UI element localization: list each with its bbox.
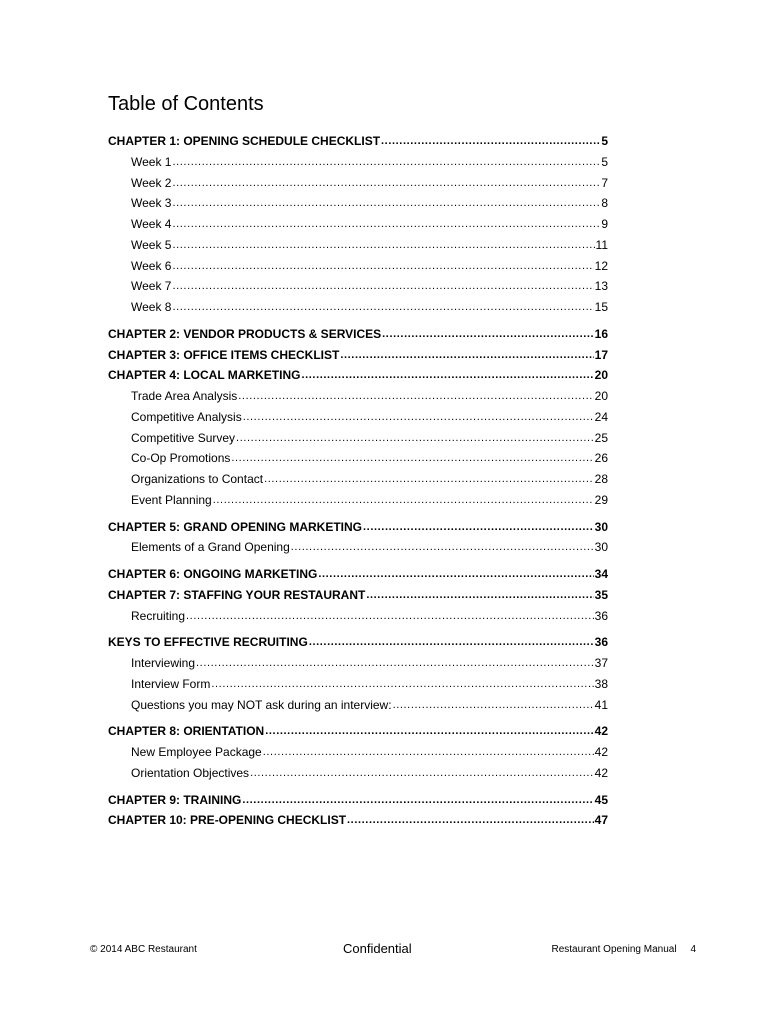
- toc-sub-entry[interactable]: [108, 407, 608, 425]
- toc-dot-leader: [186, 608, 594, 624]
- toc-entry-label: Week 7: [131, 279, 172, 294]
- toc-dot-leader: [211, 676, 593, 692]
- toc-dot-leader: [213, 492, 594, 508]
- page-footer: [90, 940, 696, 958]
- toc-dot-leader: [363, 519, 594, 535]
- toc-entry-label: CHAPTER 5: GRAND OPENING MARKETING: [108, 519, 363, 534]
- toc-dot-leader: [172, 216, 600, 232]
- toc-entry-label: CHAPTER 3: OFFICE ITEMS CHECKLIST: [108, 347, 340, 362]
- toc-sub-entry[interactable]: [108, 448, 608, 466]
- toc-dot-leader: [309, 634, 594, 650]
- toc-dot-leader: [340, 347, 593, 363]
- toc-entry-label: Week 3: [131, 196, 172, 211]
- toc-entry-page: 36: [594, 635, 608, 650]
- toc-entry-label: CHAPTER 7: STAFFING YOUR RESTAURANT: [108, 587, 366, 602]
- toc-dot-leader: [238, 388, 593, 404]
- toc-dot-leader: [250, 765, 594, 781]
- toc-entry-label: CHAPTER 6: ONGOING MARKETING: [108, 567, 318, 581]
- toc-sub-entry[interactable]: [108, 742, 608, 760]
- toc-entry-label: Trade Area Analysis: [131, 389, 238, 403]
- toc-sub-entry[interactable]: [108, 695, 608, 713]
- footer-copyright: © 2014 ABC Restaurant: [90, 944, 197, 955]
- toc-chapter-entry[interactable]: [108, 632, 608, 650]
- toc-dot-leader: [172, 299, 593, 315]
- toc-dot-leader: [172, 175, 600, 191]
- toc-sub-entry[interactable]: [108, 653, 608, 671]
- toc-sub-entry[interactable]: [108, 297, 608, 315]
- toc-dot-leader: [243, 409, 594, 425]
- toc-entry-page: 37: [594, 656, 608, 670]
- toc-entry-page: 20: [594, 368, 608, 383]
- toc-dot-leader: [393, 697, 594, 713]
- toc-entry-label: CHAPTER 2: VENDOR PRODUCTS & SERVICES: [108, 326, 382, 341]
- toc-dot-leader: [172, 258, 593, 274]
- toc-entry-label: Competitive Survey: [131, 430, 236, 445]
- toc-sub-entry[interactable]: [108, 214, 608, 232]
- toc-dot-leader: [172, 154, 600, 170]
- toc-entry-page: 42: [594, 765, 608, 780]
- toc-sub-entry[interactable]: [108, 490, 608, 508]
- toc-entry-label: Week 6: [131, 258, 172, 273]
- toc-sub-entry[interactable]: [108, 173, 608, 191]
- toc-entry-page: 9: [601, 217, 608, 231]
- toc-entry-page: 26: [594, 451, 608, 466]
- toc-entry-label: CHAPTER 9: TRAINING: [108, 792, 242, 807]
- toc-dot-leader: [318, 566, 593, 582]
- toc-dot-leader: [381, 133, 600, 149]
- toc-entry-label: Elements of a Grand Opening: [131, 540, 290, 555]
- toc-dot-leader: [172, 195, 600, 211]
- toc-entry-page: 5: [601, 134, 608, 148]
- toc-entry-label: Recruiting: [131, 608, 186, 623]
- toc-entry-page: 12: [594, 258, 608, 273]
- toc-dot-leader: [263, 744, 594, 760]
- toc-entry-page: 11: [595, 237, 608, 252]
- footer-confidential: Confidential: [343, 941, 412, 956]
- toc-entry-page: 41: [594, 697, 608, 712]
- toc-entry-page: 38: [594, 676, 608, 691]
- toc-entry-label: KEYS TO EFFECTIVE RECRUITING: [108, 635, 308, 650]
- toc-chapter-entry[interactable]: [108, 790, 608, 808]
- toc-sub-entry[interactable]: [108, 469, 608, 487]
- toc-sub-entry[interactable]: [108, 256, 608, 274]
- toc-entry-label: Week 8: [131, 300, 172, 314]
- toc-entry-page: 8: [601, 196, 608, 211]
- toc-sub-entry[interactable]: [108, 674, 608, 692]
- toc-entry-label: Orientation Objectives: [131, 765, 250, 780]
- toc-entry-label: Week 2: [131, 175, 172, 190]
- toc-entry-label: Co-Op Promotions: [131, 451, 231, 466]
- toc-entry-page: 25: [594, 430, 608, 445]
- toc-chapter-entry[interactable]: [108, 517, 608, 535]
- toc-sub-entry[interactable]: [108, 428, 608, 446]
- toc-entry-label: Week 5: [131, 237, 172, 252]
- toc-entry-page: 28: [594, 472, 608, 486]
- toc-chapter-entry[interactable]: [108, 564, 608, 582]
- toc-entry-page: 30: [594, 519, 608, 534]
- toc-dot-leader: [172, 237, 594, 253]
- toc-entry-page: 5: [601, 154, 608, 169]
- toc-sub-entry[interactable]: [108, 537, 608, 555]
- toc-entry-label: Week 1: [131, 154, 172, 169]
- toc-dot-leader: [196, 655, 594, 671]
- footer-manual-page: Restaurant Opening Manual 4: [551, 944, 696, 955]
- toc-dot-leader: [291, 539, 594, 555]
- toc-entry-page: 13: [594, 279, 608, 294]
- toc-chapter-entry[interactable]: [108, 365, 608, 383]
- toc-entry-page: 16: [594, 326, 608, 341]
- toc-dot-leader: [236, 430, 594, 446]
- toc-entry-label: Interviewing: [131, 656, 196, 670]
- toc-dot-leader: [231, 450, 593, 466]
- page-title: Table of Contents: [108, 93, 264, 115]
- toc-chapter-entry[interactable]: [108, 345, 608, 363]
- toc-dot-leader: [301, 367, 593, 383]
- toc-entry-label: Competitive Analysis: [131, 409, 242, 424]
- toc-dot-leader: [382, 326, 593, 342]
- toc-entry-label: Week 4: [131, 217, 172, 231]
- toc-entry-page: 20: [594, 389, 608, 403]
- toc-entry-page: 42: [594, 745, 608, 759]
- toc-sub-entry[interactable]: [108, 276, 608, 294]
- toc-chapter-entry[interactable]: [108, 131, 608, 149]
- toc-chapter-entry[interactable]: [108, 324, 608, 342]
- toc-entry-page: 7: [601, 175, 608, 190]
- toc-entry-label: Organizations to Contact: [131, 472, 264, 486]
- toc-chapter-entry[interactable]: [108, 585, 608, 603]
- toc-entry-page: 29: [594, 492, 608, 507]
- toc-entry-label: CHAPTER 1: OPENING SCHEDULE CHECKLIST: [108, 134, 381, 148]
- toc-dot-leader: [242, 792, 593, 808]
- toc-entry-label: New Employee Package: [131, 745, 262, 759]
- toc-entry-page: 45: [594, 792, 608, 807]
- toc-entry-page: 36: [594, 608, 608, 623]
- toc-entry-page: 34: [594, 567, 608, 581]
- toc-entry-label: CHAPTER 8: ORIENTATION: [108, 724, 265, 739]
- toc-entry-label: CHAPTER 10: PRE-OPENING CHECKLIST: [108, 813, 347, 828]
- toc-chapter-entry[interactable]: [108, 810, 608, 828]
- toc-dot-leader: [366, 587, 593, 603]
- toc-entry-page: 24: [594, 409, 608, 424]
- toc-sub-entry[interactable]: [108, 235, 608, 253]
- toc-sub-entry[interactable]: [108, 386, 608, 404]
- toc-sub-entry[interactable]: [108, 606, 608, 624]
- toc-entry-page: 30: [594, 540, 608, 555]
- toc-chapter-entry[interactable]: [108, 721, 608, 739]
- toc-dot-leader: [264, 471, 594, 487]
- toc-entry-page: 47: [594, 813, 608, 828]
- toc-sub-entry[interactable]: [108, 152, 608, 170]
- toc-sub-entry[interactable]: [108, 193, 608, 211]
- toc-entry-page: 42: [594, 724, 608, 739]
- toc-dot-leader: [265, 723, 593, 739]
- toc-dot-leader: [172, 278, 593, 294]
- toc-entry-page: 35: [594, 587, 608, 602]
- toc-dot-leader: [347, 812, 594, 828]
- toc-sub-entry[interactable]: [108, 763, 608, 781]
- toc-entry-label: Questions you may NOT ask during an interview:: [131, 697, 392, 712]
- toc-entry-label: Interview Form: [131, 676, 211, 691]
- toc-entry-page: 15: [594, 300, 608, 314]
- toc-entry-label: CHAPTER 4: LOCAL MARKETING: [108, 368, 301, 383]
- toc-entry-label: Event Planning: [131, 492, 212, 507]
- toc-entry-page: 17: [594, 347, 608, 362]
